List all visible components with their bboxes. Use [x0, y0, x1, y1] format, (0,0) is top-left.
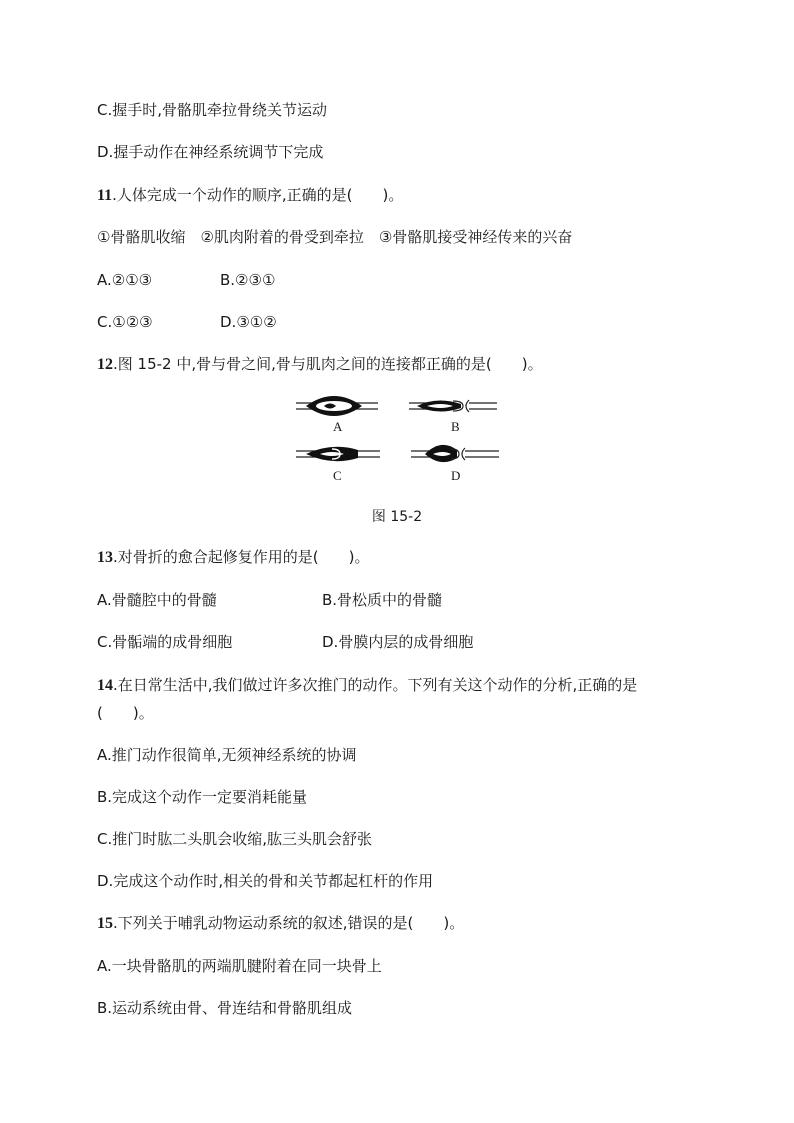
q14-option-c: C.推门时肱二头肌会收缩,肱三头肌会舒张 — [97, 830, 373, 848]
q15-stem-text: .下列关于哺乳动物运动系统的叙述,错误的是( )。 — [113, 914, 465, 932]
q14-stem-continued: ( )。 — [97, 704, 154, 722]
figure-diagram-d — [407, 440, 503, 470]
q11-option-a: A.②①③ — [97, 271, 153, 289]
q14-stem-text: .在日常生活中,我们做过许多次推门的动作。下列有关这个动作的分析,正确的是 — [113, 676, 638, 694]
q14-option-a: A.推门动作很简单,无须神经系统的协调 — [97, 746, 357, 764]
q13-option-d: D.骨膜内层的成骨细胞 — [322, 633, 474, 651]
q13-stem — [97, 547, 369, 568]
q14-option-b: B.完成这个动作一定要消耗能量 — [97, 788, 308, 806]
q15-option-b: B.运动系统由骨、骨连结和骨骼肌组成 — [97, 999, 353, 1017]
q13-option-c: C.骨骺端的成骨细胞 — [97, 633, 233, 651]
q14-option-d: D.完成这个动作时,相关的骨和关节都起杠杆的作用 — [97, 872, 434, 890]
q13-option-b: B.骨松质中的骨髓 — [322, 591, 443, 609]
q11-option-d: D.③①② — [220, 313, 277, 331]
q15-number: 15 — [97, 915, 113, 932]
q10-option-d: D.握手动作在神经系统调节下完成 — [97, 143, 324, 161]
q12-stem-text: .图 15-2 中,骨与骨之间,骨与肌肉之间的连接都正确的是( )。 — [113, 355, 543, 373]
q11-stem-text: .人体完成一个动作的顺序,正确的是( )。 — [112, 186, 404, 204]
figure-label-b: B — [451, 419, 460, 434]
q14-number: 14 — [97, 677, 113, 694]
q14-stem — [97, 675, 637, 696]
q13-number: 13 — [97, 549, 113, 566]
q11-option-b: B.②③① — [220, 271, 276, 289]
q15-stem — [97, 913, 464, 934]
figure-label-c: C — [333, 468, 342, 483]
q12-stem — [97, 354, 543, 375]
figure-label-a: A — [333, 419, 343, 434]
q10-option-c: C.握手时,骨骼肌牵拉骨绕关节运动 — [97, 101, 328, 119]
q15-option-a: A.一块骨骼肌的两端肌腱附着在同一块骨上 — [97, 957, 382, 975]
q11-option-c: C.①②③ — [97, 313, 153, 331]
q13-stem-text: .对骨折的愈合起修复作用的是( )。 — [113, 548, 370, 566]
q11-items: ①骨骼肌收缩 ②肌肉附着的骨受到牵拉 ③骨骼肌接受神经传来的兴奋 — [97, 228, 573, 246]
q13-option-a: A.骨髓腔中的骨髓 — [97, 591, 217, 609]
figure-caption: 图 15-2 — [371, 509, 423, 525]
q11-number: 11 — [97, 187, 113, 204]
q12-number: 12 — [97, 356, 113, 373]
figure-label-d: D — [451, 468, 461, 483]
figure-diagram-c — [292, 440, 388, 470]
q11-stem — [97, 185, 403, 206]
